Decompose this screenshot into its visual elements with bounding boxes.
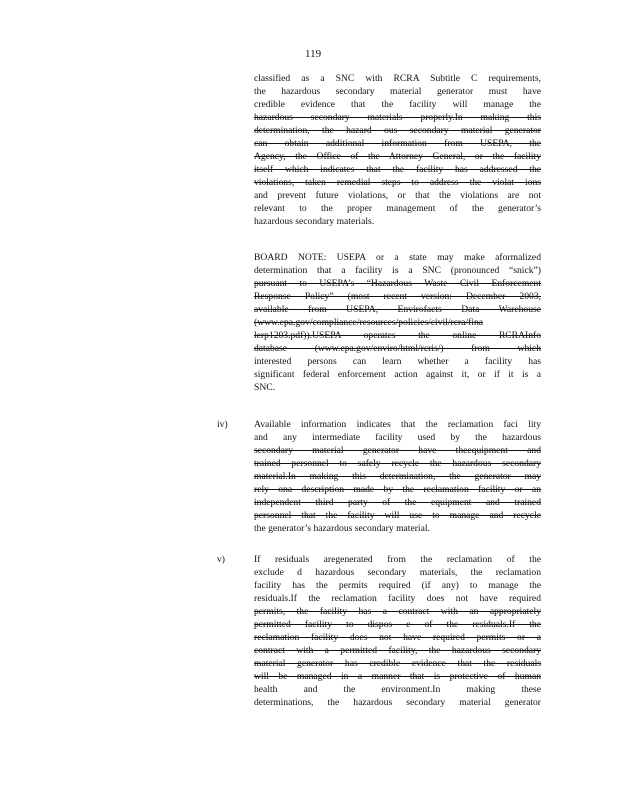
struck-text-line: available from USEPA, Envirofacts Data Warehouse: [254, 304, 541, 315]
struck-text-line: contract with a permitted facility, the hazardous secondary: [254, 645, 541, 656]
text-line: SNC.: [254, 382, 276, 393]
text-line: credible evidence that the facility will manage the: [254, 99, 541, 110]
struck-text-line: permitted facility to dispos e of the residuals.If the: [254, 619, 541, 630]
struck-text-line: Agency, the Office of the Attorney General, or the facility: [254, 151, 541, 162]
paragraph: [254, 553, 541, 709]
text-line: significant federal enforcement action against it, or if it is a: [254, 369, 541, 380]
struck-text-line: material.In making this determination, the generator may: [254, 471, 541, 482]
struck-text-line: hazardous secondary materials properly.In making this: [254, 112, 541, 123]
paragraph: [254, 72, 541, 228]
struck-text-line: violations, taken remedial steps to address the violat ions: [254, 177, 541, 188]
text-line: Available information indicates that the reclamation faci lity: [254, 419, 541, 430]
struck-text-line: trained personnel to safely recycle the hazardous secondary: [254, 458, 541, 469]
struck-text-line: (www.epa.gov/compliance/resources/policies/civil/rcra/fina: [254, 317, 484, 328]
text-line: facility has the permits required (if any) to manage the: [254, 580, 541, 591]
struck-text-line: database (www.epa.gov/enviro/html/rcris/) from which: [254, 343, 541, 354]
struck-text-line: lerp1203.pdf)).USEPA operates the online RCRAInfo: [254, 330, 541, 341]
text-line: interested persons can learn whether a facility has: [254, 356, 541, 367]
struck-text-line: itself which indicates that the facility has addressed the: [254, 164, 541, 175]
text-line: relevant to the proper management of the generator’s: [254, 203, 541, 214]
struck-text-line: rely ona description made by the reclamation facility or an: [254, 484, 541, 495]
struck-text-line: material generator has credible evidence that the residuals: [254, 658, 541, 669]
paragraph: [254, 418, 541, 535]
text-line: exclude d hazardous secondary materials, the reclamation: [254, 567, 541, 578]
text-line: residuals.If the reclamation facility does not have required: [254, 593, 541, 604]
struck-text-line: Response Policy” (most recent version: December 2003,: [254, 291, 541, 302]
list-marker: v): [217, 554, 225, 565]
struck-text-line: personnel that the facility will use to manage and recycle: [254, 510, 541, 521]
struck-text-line: will be managed in a manner that is protective of human: [254, 671, 541, 682]
text-line: determinations, the hazardous secondary material generator: [254, 697, 541, 708]
struck-text-line: permits, the facility has a contract with an appropriately: [254, 606, 541, 617]
struck-text-line: can obtain additional information from USEPA, the: [254, 138, 541, 149]
text-line: hazardous secondary materials.: [254, 216, 375, 227]
struck-text-line: secondary material generator have theequipment and: [254, 445, 541, 456]
list-marker: iv): [217, 419, 228, 430]
paragraph: [254, 251, 541, 394]
text-line: health and the environment.In making these: [254, 684, 541, 695]
page-number: 119: [305, 48, 322, 60]
struck-text-line: independent third party of the equipment and trained: [254, 497, 541, 508]
text-line: the hazardous secondary material generator must have: [254, 86, 541, 97]
text-line: and prevent future violations, or that the violations are not: [254, 190, 541, 201]
struck-text-line: reclamation facility does not have required permits or a: [254, 632, 541, 643]
text-line: BOARD NOTE: USEPA or a state may make aformalized: [254, 252, 541, 263]
struck-text-line: pursuant to USEPA’s “Hazardous Waste Civil Enforcement: [254, 278, 541, 289]
text-line: and any intermediate facility used by the hazardous: [254, 432, 541, 443]
text-line: If residuals aregenerated from the reclamation of the: [254, 554, 541, 565]
text-line: the generator’s hazardous secondary material.: [254, 523, 430, 534]
text-line: classified as a SNC with RCRA Subtitle C requirements,: [254, 73, 541, 84]
text-line: determination that a facility is a SNC (pronounced “snick”): [254, 265, 541, 276]
struck-text-line: determination, the hazard ous secondary material generator: [254, 125, 541, 136]
